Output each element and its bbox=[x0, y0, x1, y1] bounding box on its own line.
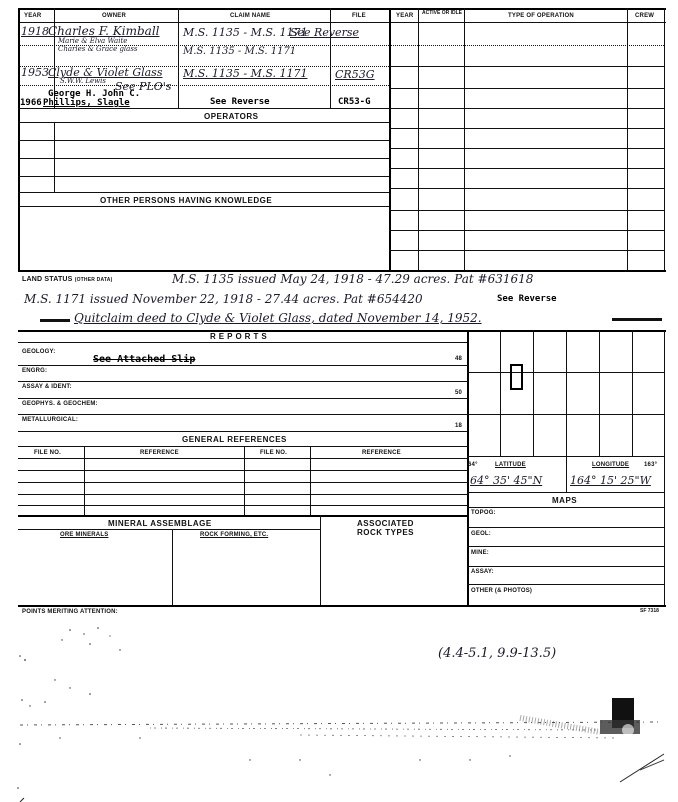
scan-noise-art bbox=[0, 610, 678, 802]
file-cr53-g: CR53-G bbox=[338, 97, 371, 107]
owner-glass: Clyde & Violet Glass bbox=[48, 66, 163, 79]
reports-metallurgical: METALLURGICAL: bbox=[22, 417, 79, 423]
reports-geology-value: See Attached Slip bbox=[93, 354, 196, 365]
gref-reference-1: REFERENCE bbox=[140, 450, 179, 456]
owner-george-john: George H. John C. bbox=[48, 89, 141, 99]
header-owner: OWNER bbox=[102, 13, 126, 19]
reports-geology: GEOLOGY: bbox=[22, 349, 56, 355]
header-year-right: YEAR bbox=[396, 13, 414, 19]
maps-geol: GEOL: bbox=[471, 531, 491, 537]
owner-kimball: Charles F. Kimball bbox=[48, 24, 160, 38]
owner-lewis: S.W.W. Lewis bbox=[60, 77, 107, 85]
file-cr53g: CR53G bbox=[335, 68, 375, 81]
mineral-ore: ORE MINERALS bbox=[60, 532, 109, 538]
reports-title: REPORTS bbox=[210, 332, 270, 341]
form-number: SF 7318 bbox=[640, 608, 659, 614]
header-file: FILE bbox=[352, 13, 366, 19]
mineral-rock-types: ROCK TYPES bbox=[357, 528, 415, 537]
owner-year-1918: 1918 bbox=[21, 25, 49, 38]
coords-lat-label: LATITUDE bbox=[495, 462, 526, 468]
claim-location-marker bbox=[510, 364, 523, 390]
gref-file-no-1: FILE NO. bbox=[34, 450, 61, 456]
land-status-line3: Quitclaim deed to Clyde & Violet Glass, dated November 14, 1952. bbox=[74, 311, 482, 325]
land-status-label-text: LAND STATUS bbox=[22, 276, 73, 283]
claim-row-1: M.S. 1135 - M.S. 1171 bbox=[183, 26, 308, 39]
claim-row-2: M.S. 1135 - M.S. 1171 bbox=[183, 46, 297, 57]
owner-phillips-slagle: Phillips, Slagle bbox=[43, 98, 130, 108]
owner-waite: Marie & Elva Waite bbox=[58, 37, 128, 45]
coords-long-value: 164° 15' 25"W bbox=[570, 474, 651, 487]
reports-assay: ASSAY & IDENT: bbox=[22, 384, 72, 390]
mineral-title: MINERAL ASSEMBLAGE bbox=[108, 519, 212, 528]
gref-reference-2: REFERENCE bbox=[362, 450, 401, 456]
reports-num-18: 18 bbox=[455, 423, 463, 429]
maps-topog: TOPOG: bbox=[471, 510, 496, 516]
maps-mine: MINE: bbox=[471, 550, 489, 556]
header-active-idle: ACTIVE OR IDLE bbox=[422, 10, 463, 16]
maps-title: MAPS bbox=[552, 496, 578, 505]
reports-num-50: 50 bbox=[455, 390, 463, 396]
points-handwritten: (4.4-5.1, 9.9-13.5) bbox=[438, 646, 557, 661]
land-status-see-reverse: See Reverse bbox=[497, 294, 557, 304]
mineral-rock-forming: ROCK FORMING, ETC. bbox=[200, 532, 269, 538]
mineral-associated: ASSOCIATED bbox=[357, 519, 414, 528]
claim-row-3: M.S. 1135 - M.S. 1171 bbox=[183, 67, 308, 80]
owner-year-1966: 1966 bbox=[20, 98, 42, 108]
maps-assay: ASSAY: bbox=[471, 569, 494, 575]
header-crew: CREW bbox=[635, 13, 655, 19]
owner-charles-grace: Charles & Grace glass bbox=[58, 45, 138, 53]
header-type-of-operation: TYPE OF OPERATION bbox=[508, 13, 574, 19]
points-label: POINTS MERITING ATTENTION: bbox=[22, 609, 118, 615]
owner-see-plos: See PLO's bbox=[115, 80, 172, 93]
reports-geophys: GEOPHYS. & GEOCHEM: bbox=[22, 401, 98, 407]
header-year: YEAR bbox=[24, 13, 42, 19]
owner-year-1953: 1953 bbox=[21, 66, 49, 79]
land-status-line2: M.S. 1171 issued November 22, 1918 - 27.44 acres. Pat #654420 bbox=[24, 292, 423, 306]
other-persons-title: OTHER PERSONS HAVING KNOWLEDGE bbox=[100, 196, 273, 205]
coords-lat-left: 64° bbox=[468, 462, 478, 468]
maps-other: OTHER (& PHOTOS) bbox=[471, 588, 533, 594]
land-status-label-sub: (OTHER DATA) bbox=[74, 277, 113, 283]
claim-row-1-note: See Reverse bbox=[290, 26, 359, 39]
coords-lat-value: 64° 35' 45"N bbox=[470, 474, 543, 487]
reports-num-48: 48 bbox=[455, 356, 463, 362]
operators-title: OPERATORS bbox=[204, 112, 259, 121]
land-status-line1: M.S. 1135 issued May 24, 1918 - 47.29 acres. Pat #631618 bbox=[172, 272, 534, 286]
coords-long-right: 163° bbox=[644, 462, 658, 468]
gref-file-no-2: FILE NO. bbox=[260, 450, 287, 456]
claim-see-reverse: See Reverse bbox=[210, 97, 270, 107]
coords-long-label: LONGITUDE bbox=[592, 462, 630, 468]
reports-engrg: ENGRG: bbox=[22, 368, 48, 374]
header-claim-name: CLAIM NAME bbox=[230, 13, 271, 19]
general-references-title: GENERAL REFERENCES bbox=[182, 435, 287, 444]
land-status-label bbox=[22, 276, 112, 283]
